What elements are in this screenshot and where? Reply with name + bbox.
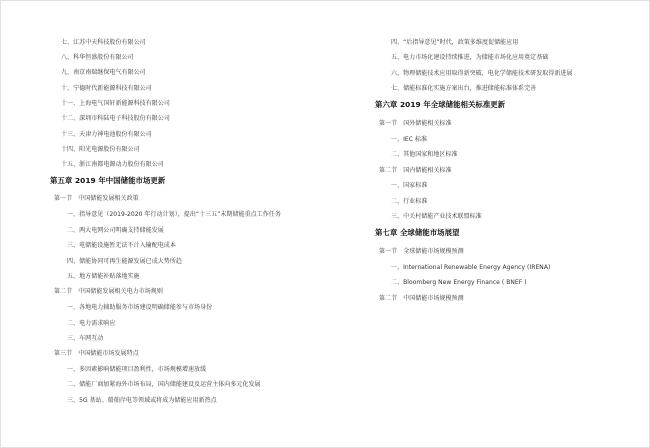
toc-entry: 一、国家标准 [391,182,428,189]
toc-entry: 四、储能协同可再生能源发展已成大势所趋 [67,258,182,265]
chapter-heading: 第五章 2019 年中国储能市场更新 [50,176,166,185]
toc-entry: 十四、阳光电源股份有限公司 [61,146,140,153]
toc-entry: 一、多因素影响储能项目盈利性，市场规模增速放缓 [67,366,207,373]
toc-entry: 三、车网互动 [67,335,104,342]
toc-entry: 十五、浙江南都电源动力股份有限公司 [61,161,164,168]
toc-right-column [326,1,646,447]
toc-entry: 三、中关村储能产业技术联盟标准 [391,213,482,220]
toc-entry: 一、IEC 标准 [391,136,428,143]
section-heading: 第一节 国外储能相关标准 [379,120,452,127]
toc-entry: 三、电储能设施暂无法不计入输配电成本 [67,242,176,249]
toc-entry: 十三、天津力神电池股份有限公司 [61,131,152,138]
toc-entry: 六、物理储能技术应用取得新突破，电化学储能技术研发取得新进展 [391,70,573,77]
toc-left-column [1,1,321,447]
toc-entry: 五、地方储能补贴落地实施 [67,273,140,280]
toc-entry: 一、指导意见（2019-2020 年行动计划），提出“十三五”末期储能重点工作任务 [67,211,281,218]
toc-entry: 五、电力市场化建设持续推进，为储能市场化应用奠定基础 [391,54,549,61]
toc-entry: 十二、深圳市科陆电子科技股份有限公司 [61,115,170,122]
toc-entry: 二、电力需求响应 [67,320,116,327]
toc-entry: 二、行业标准 [391,198,428,205]
toc-entry: 一、各地电力辅助服务市场建设明确储能参与市场身份 [67,304,213,311]
chapter-heading: 第七章 全球储能市场展望 [375,228,460,237]
toc-entry: 十、宁德时代新能源科技有限公司 [61,85,152,92]
chapter-heading: 第六章 2019 年全球储能相关标准更新 [375,100,506,109]
section-heading: 第二节 中国储能发展相关电力市场规则 [54,288,163,295]
section-heading: 第二节 国内储能相关标准 [379,167,452,174]
toc-entry: 七、江苏中天科技股份有限公司 [61,39,146,46]
section-heading: 第一节 全球储能市场规模预测 [379,248,464,255]
toc-entry: 七、储能标准化实施方案出台，推进储能标准体系完善 [391,85,537,92]
toc-entry: 八、科华恒盛股份有限公司 [61,54,134,61]
section-heading: 第一节 中国储能发展相关政策 [54,195,139,202]
toc-entry: 二、储能厂商加紧海外市场布局，国内储能建设及运营主体向多元化发展 [67,381,261,388]
toc-entry: 二、两大电网公司明确支持储能发展 [67,227,164,234]
toc-entry: 二、其他国家和地区标准 [391,151,458,158]
toc-entry: 九、南京南瑞继保电气有限公司 [61,69,146,76]
toc-entry: 一、International Renewable Energy Agency (IRENA) [391,264,551,271]
toc-entry: 二、Bloomberg New Energy Finance ( BNEF ) [391,279,527,286]
section-heading: 第三节 中国储能市场发展特点 [54,350,139,357]
toc-entry: 十一、上海电气国轩新能源科技有限公司 [61,100,170,107]
toc-entry: 三、5G 基站、船舶岸电等领域或将成为储能应用新热点 [67,397,217,404]
section-heading: 第二节 中国储能市场规模预测 [379,295,464,302]
toc-entry: 四、“后指导意见”时代，政策多维度促储能应用 [391,39,519,46]
